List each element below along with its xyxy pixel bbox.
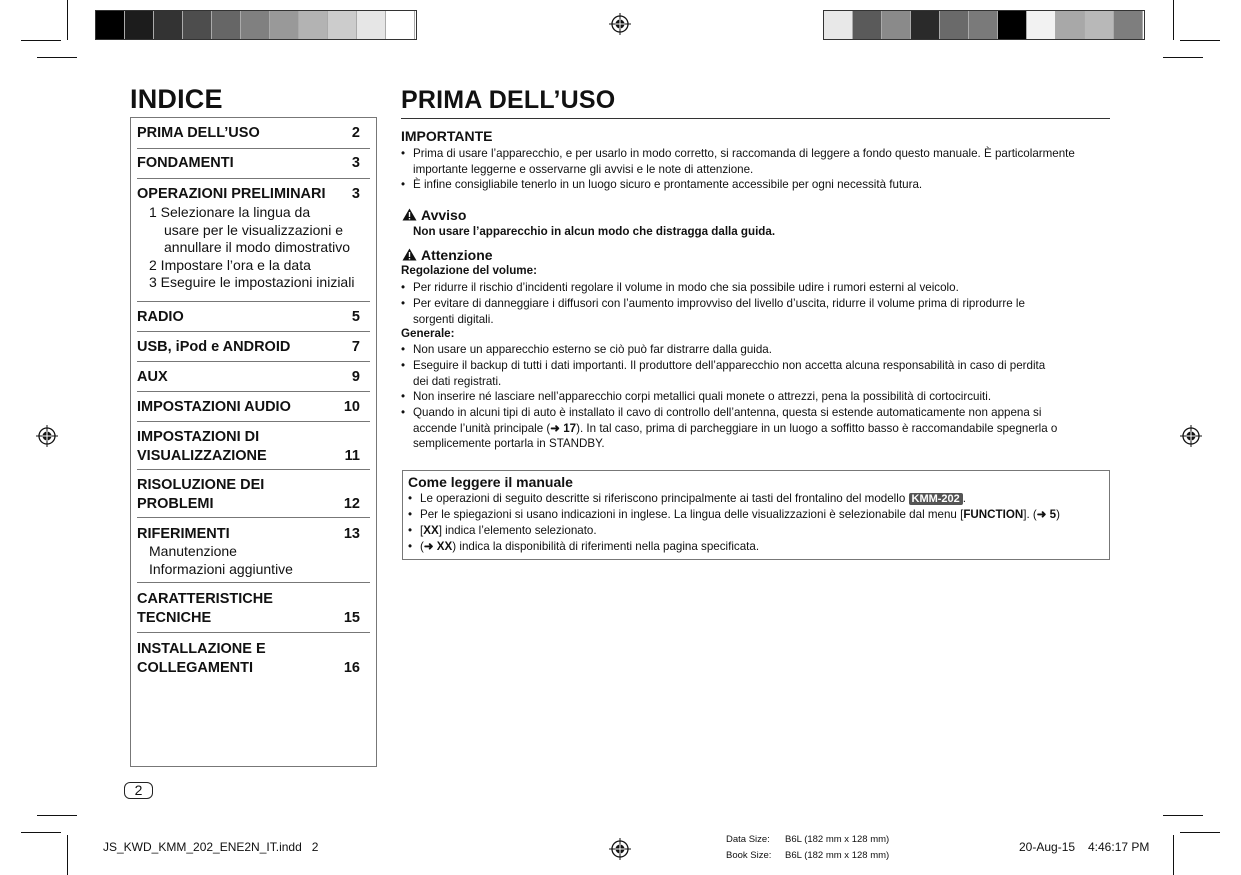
color-swatch	[998, 11, 1027, 39]
registration-mark-icon	[36, 425, 58, 447]
toc-page: 5	[351, 309, 360, 325]
bullet-line: Prima di usare l’apparecchio, e per usarlo in modo corretto, si raccomanda di leggere a fondo questo manuale. È particolarmente	[413, 147, 1075, 160]
toc-entry-prima-delluso[interactable]	[137, 118, 370, 149]
toc-subitem[interactable]: 1 Selezionare la lingua da	[149, 204, 311, 220]
toc-entry-aux[interactable]	[137, 361, 370, 392]
crop-mark	[1173, 835, 1174, 875]
toc-entry-impostazioni-visualizzazione[interactable]	[137, 421, 370, 470]
toc-page: 13	[343, 526, 360, 542]
page-reference-link[interactable]: ➜ 5	[1036, 508, 1057, 521]
toc-subitem: usare per le visualizzazioni e	[164, 221, 343, 238]
toc-entry-impostazioni-audio[interactable]	[137, 391, 370, 422]
toc-page: 2	[351, 125, 360, 141]
color-swatch	[940, 11, 969, 39]
crop-mark	[21, 40, 61, 41]
bullet-line: ) indica la disponibilità di riferimenti nella pagina specificata.	[452, 540, 760, 553]
crop-mark	[67, 0, 68, 40]
toc-entry-installazione-collegamenti[interactable]	[137, 632, 370, 680]
toc-label: IMPOSTAZIONI AUDIO	[137, 399, 291, 415]
bullet-line: ). In tal caso, prima di parcheggiare in un luogo a soffitto basso è raccomandabile spegnerla o	[576, 421, 1058, 435]
bullet-line: È infine consigliabile tenerlo in un luogo sicuro e prontamente accessibile per ogni necessità futura.	[413, 178, 923, 191]
model-badge: KMM-202	[909, 493, 963, 505]
toc-label: INSTALLAZIONE E	[137, 641, 266, 657]
generale-subheading: Generale:	[401, 327, 455, 340]
footer-data-size-value: B6L (182 mm x 128 mm)	[785, 834, 890, 845]
color-swatch	[212, 11, 241, 39]
bullet-line: Quando in alcuni tipi di auto è installato il cavo di controllo dell’antenna, questa si estende automaticamente non appena si	[413, 406, 1042, 419]
color-swatch	[299, 11, 328, 39]
toc-entry-riferimenti[interactable]	[137, 517, 370, 583]
color-swatch	[1056, 11, 1085, 39]
attenzione-heading: Attenzione	[421, 247, 493, 263]
crop-mark	[1180, 832, 1220, 833]
bullet-line: Per evitare di danneggiare i diffusori con l’aumento improvviso del livello d’uscita, ridurre il volume prima di riprodurre le	[413, 297, 1025, 310]
color-swatch	[96, 11, 125, 39]
toc-entry-risoluzione-problemi[interactable]	[137, 469, 370, 518]
footer-book-size-value: B6L (182 mm x 128 mm)	[785, 850, 890, 861]
toc-entry-caratteristiche-tecniche[interactable]	[137, 582, 370, 633]
color-swatch	[328, 11, 357, 39]
toc-label: TECNICHE	[137, 610, 212, 626]
crop-mark	[1163, 815, 1203, 816]
toc-subitem[interactable]: Manutenzione	[149, 543, 237, 559]
color-swatch	[241, 11, 270, 39]
bullet-line: accende l’unità principale (	[413, 421, 551, 435]
crop-mark	[37, 815, 77, 816]
table-of-contents	[130, 117, 377, 767]
toc-subitem[interactable]: 3 Eseguire le impostazioni iniziali	[149, 274, 355, 290]
toc-page: 9	[351, 369, 360, 385]
footer-book-size-label: Book Size:	[726, 850, 772, 861]
toc-page: 3	[351, 186, 360, 202]
color-swatch	[911, 11, 940, 39]
bullet-line: Per le spiegazioni si usano indicazioni in inglese. La lingua delle visualizzazioni è selezionabile dal menu [	[420, 508, 964, 521]
color-bar-right	[823, 10, 1145, 40]
selected-item-marker: XX	[423, 524, 439, 537]
bullet-line: Non usare un apparecchio esterno se ciò può far distrarre dalla guida.	[413, 343, 772, 356]
page-number	[124, 782, 153, 799]
warning-icon	[402, 248, 417, 261]
toc-entry-operazioni-preliminari[interactable]	[137, 178, 370, 302]
toc-label: FONDAMENTI	[137, 155, 234, 171]
color-swatch	[270, 11, 299, 39]
toc-label: RADIO	[137, 309, 184, 325]
registration-mark-icon	[609, 838, 631, 860]
toc-label: AUX	[137, 369, 168, 385]
toc-label: PRIMA DELL’USO	[137, 125, 260, 141]
color-swatch	[125, 11, 154, 39]
avviso-text: Non usare l’apparecchio in alcun modo che distragga dalla guida.	[413, 225, 776, 238]
page-reference-link[interactable]: ➜ 17	[550, 421, 577, 435]
color-bar-left	[95, 10, 417, 40]
page-reference-marker: ➜ XX	[423, 540, 453, 553]
toc-subitem: annullare il modo dimostrativo	[164, 239, 350, 255]
bullet-line: importante leggerne e osservarne gli avvisi e le note di attenzione.	[413, 162, 754, 176]
color-swatch	[1085, 11, 1114, 39]
toc-entry-radio[interactable]	[137, 301, 370, 332]
bullet-line: ]. (	[1023, 508, 1037, 521]
crop-mark	[21, 832, 61, 833]
color-swatch	[1027, 11, 1056, 39]
toc-page: 15	[343, 610, 360, 626]
toc-page: 12	[343, 496, 360, 512]
toc-label: VISUALIZZAZIONE	[137, 448, 267, 464]
color-swatch	[824, 11, 853, 39]
toc-label: OPERAZIONI PRELIMINARI	[137, 186, 326, 202]
footer-filename: JS_KWD_KMM_202_ENE2N_IT.indd 2	[103, 840, 319, 854]
color-swatch	[1114, 11, 1143, 39]
toc-label: IMPOSTAZIONI DI	[137, 429, 260, 445]
page-number-text: 2	[134, 782, 143, 798]
toc-label: RISOLUZIONE DEI	[137, 477, 265, 493]
title-rule	[401, 118, 1110, 119]
bullet-line: Non inserire né lasciare nell’apparecchio corpi metallici quali monete o attrezzi, pena la possibilità di cortocircuiti.	[413, 390, 992, 403]
crop-mark	[67, 835, 68, 875]
crop-mark	[37, 57, 77, 58]
bullet-line: Le operazioni di seguito descritte si riferiscono principalmente ai tasti del frontalino del modello	[420, 492, 909, 505]
crop-mark	[1163, 57, 1203, 58]
color-swatch	[386, 11, 415, 39]
volume-subheading: Regolazione del volume:	[401, 264, 537, 277]
bullet-line: semplicemente portarla in STANDBY.	[413, 437, 605, 450]
toc-label: COLLEGAMENTI	[137, 660, 253, 676]
color-swatch	[969, 11, 998, 39]
bullet-line: dei dati registrati.	[413, 374, 502, 388]
toc-page: 16	[343, 660, 360, 676]
toc-label: RIFERIMENTI	[137, 526, 230, 542]
bullet-line: Eseguire il backup di tutti i dati importanti. Il produttore dell’apparecchio non accetta alcuna responsabilità in caso di perdita	[413, 359, 1046, 372]
color-swatch	[882, 11, 911, 39]
registration-mark-icon	[609, 13, 631, 35]
bullet-line: (	[420, 540, 424, 553]
crop-mark	[1180, 40, 1220, 41]
toc-entry-usb-ipod-android[interactable]	[137, 331, 370, 362]
bullet-line: )	[1056, 508, 1061, 521]
color-swatch	[357, 11, 386, 39]
color-swatch	[183, 11, 212, 39]
toc-entry-fondamenti[interactable]	[137, 148, 370, 179]
toc-subitem[interactable]: 2 Impostare l’ora e la data	[149, 256, 311, 273]
toc-subitem[interactable]: Informazioni aggiuntive	[149, 560, 293, 577]
color-swatch	[853, 11, 882, 39]
footer-date: 20-Aug-15	[1019, 840, 1076, 854]
toc-page: 11	[344, 448, 360, 464]
toc-label: PROBLEMI	[137, 496, 214, 512]
toc-page: 7	[351, 339, 360, 355]
bullet-line: .	[962, 492, 967, 505]
footer-data-size-label: Data Size:	[726, 834, 770, 845]
section-title: PRIMA DELL’USO	[401, 86, 616, 114]
bullet-line: Per ridurre il rischio d’incidenti regolare il volume in modo che sia possibile udire i rumori esterni al veicolo.	[413, 281, 959, 294]
registration-mark-icon	[1180, 425, 1202, 447]
bullet-line: sorgenti digitali.	[413, 312, 494, 326]
function-key: FUNCTION	[963, 508, 1024, 521]
toc-label: CARATTERISTICHE	[137, 591, 273, 607]
crop-mark	[1173, 0, 1174, 40]
toc-page: 10	[343, 399, 360, 415]
importante-heading: IMPORTANTE	[401, 128, 493, 144]
toc-page: 3	[351, 155, 360, 171]
bullet-line: ] indica l’elemento selezionato.	[438, 524, 597, 537]
bullet-line: [	[420, 524, 424, 537]
avviso-heading: Avviso	[421, 207, 467, 223]
footer-time: 4:46:17 PM	[1088, 840, 1150, 854]
warning-icon	[402, 208, 417, 221]
toc-label: USB, iPod e ANDROID	[137, 339, 291, 355]
manual-guide-heading: Come leggere il manuale	[408, 474, 573, 490]
color-swatch	[154, 11, 183, 39]
index-title: INDICE	[130, 84, 223, 114]
